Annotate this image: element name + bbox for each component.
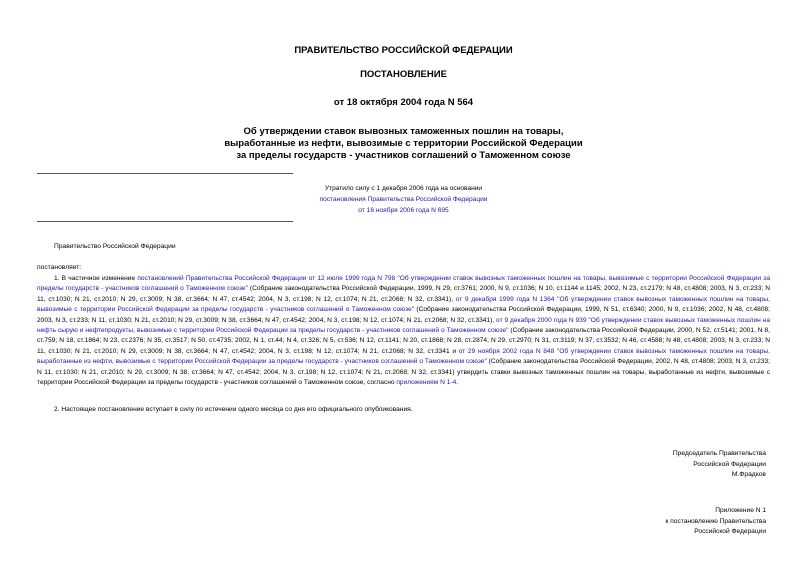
issuer-label: Правительство Российской Федерации xyxy=(54,243,176,250)
decrees-label: постановляет: xyxy=(37,264,82,271)
appendix-number: Приложение N 1 xyxy=(715,507,766,514)
paragraph-2: 2. Настоящее постановление вступает в силу по истечении одного месяца со дня его официального опубликования. xyxy=(54,406,413,413)
divider-bottom xyxy=(37,221,293,222)
document-title-line: выработанные из нефти, вывозимые с территории Российской Федерации xyxy=(224,138,583,149)
paragraph-text: . xyxy=(456,379,459,387)
document-type-heading: ПОСТАНОВЛЕНИЕ xyxy=(360,69,447,80)
document-title xyxy=(0,126,807,162)
referenced-decree-link[interactable]: от 9 декабря 1999 года N 1364 "Об утверждении ставок вывозных таможенных пошлин на товары, вывозимые с территории Российской Федерации за пределы государств - участников соглашений о Таможенном союзе" xyxy=(37,295,770,314)
paragraph-text: (Собрание законодательства Российской Федерации, 2000, N 52, ст.5141; 2001, N 8, ст.759; N 18, ст.1864; N 23, ст.2376; N 35, ст.3517; N 50, ст.4735; 2002, N 1, ст.44; N 4, ст.326; N 5, ст.536; N 12, ст.1141; N 20, ст.1868; N 28, ст.2874; N 29, ст.2970; N 31, ст.3119; N 37, ст.3532; N 46, ст.4588; N 48, ст.4808; 2003, N 3, ст.233; N 11, ст.1030; N 21, ст.2010; N 29, ст.3009; N 38, ст.3664; N 47, ст.4542; 2004, N 3, ст.198; N 12, ст.1074; N 21, ст.2068; N 32, ст.3341 и xyxy=(37,327,770,355)
paragraph-text: 1. В частичное изменение xyxy=(54,275,138,282)
paragraph-1 xyxy=(37,274,770,388)
document-title-line: Об утверждении ставок вывозных таможенных пошлин на товары, xyxy=(243,126,564,137)
referenced-decree-link[interactable]: от 9 декабря 2000 года N 939 "Об утверждении ставок вывозных таможенных пошлин на нефть сырую и нефтепродукты, вывозимые с территории Российской Федерации за пределы государств - участников соглашений о Таможенном союзе" xyxy=(37,316,770,335)
signature-position: Председатель Правительства xyxy=(672,450,766,457)
repeal-decree-date-link[interactable]: от 16 ноября 2006 года N 695 xyxy=(358,207,449,214)
paragraph-text: (Собрание законодательства Российской Федерации, 1999, N 51, ст.6340; 2000, N 9, ст.1036; 2002, N 48, ст.4808; 2003, N 3, ст.233; N 11, ст.1030; N 21, ст.2010; N 29, ст.3009; N 38, ст.3664; N 47, ст.4542; 2004, N 3, ст.198; N 12, ст.1074; N 21, ст.2068; N 32, ст.3341), xyxy=(37,306,770,324)
appendix-reference xyxy=(666,506,767,538)
signature-name: М.Фрадков xyxy=(731,471,766,478)
government-heading: ПРАВИТЕЛЬСТВО РОССИЙСКОЙ ФЕДЕРАЦИИ xyxy=(294,45,513,56)
status-note-text: Утратило силу с 1 декабря 2006 года на основании xyxy=(324,185,483,192)
appendix-caption: Российской Федерации xyxy=(694,528,766,535)
referenced-decree-link[interactable]: постановлений Правительства Российской Федерации от 12 июля 1999 года N 798 "Об утверждении ставок вывозных таможенных пошлин на товары, вывозимые с территории Российской Федерации за пределы государств - участников соглашений о Таможенном союзе" xyxy=(37,275,770,293)
document-title-line: за пределы государств - участников соглашений о Таможенном союзе xyxy=(236,150,571,161)
signature-position: Российской Федерации xyxy=(693,460,766,468)
referenced-decree-link[interactable]: от 29 ноября 2002 года N 848 "Об утверждении ставок вывозных таможенных пошлин на товары, выработанные из нефти, вывозимые с территории Российской Федерации за пределы государств - участников соглашений о Таможенном союзе" xyxy=(37,347,770,366)
divider-top xyxy=(37,173,293,174)
status-note xyxy=(0,183,807,216)
paragraph-text: (Собрание законодательства Российской Федерации, 1999, N 29, ст.3761; 2000, N 9, ст.1036; N 10, ст.1144 и 1145; 2002, N 23, ст.2179; N 48, ст.4808; 2003, N 3, ст.233; N 11, ст.1030; N 21, ст.2010; N 29, ст.3009; N 38, ст.3664; N 47, ст.4542; 2004, N 3, ст.198; N 12, ст.1074; N 21, ст.2068; N 32, ст.3341), xyxy=(37,285,770,303)
paragraph-text: (Собрание законодательства Российской Федерации, 2002, N 48, ст.4808; 2003, N 3, ст.233; N 11, ст.1030; N 21, ст.2010; N 29, ст.3009; N 38, ст.3664; N 47, ст.4542; 2004, N 3, ст.198; N 12, ст.1074; N 21, ст.2068; N 32, ст.3341) утвердить ставки вывозных таможенных пошлин на товары, выработанные из нефти, вывозимые с территории Российской Федерации за пределы государств - участников соглашений о Таможенном союзе, согласно xyxy=(37,358,770,387)
repeal-decree-link[interactable]: постановления Правительства Российской Федерации xyxy=(319,196,488,203)
date-number-heading: от 18 октября 2004 года N 564 xyxy=(333,97,474,108)
signature-block xyxy=(673,449,766,481)
referenced-decree-link[interactable]: приложениям N 1-4 xyxy=(396,379,457,387)
appendix-caption: к постановлению Правительства xyxy=(665,517,766,525)
